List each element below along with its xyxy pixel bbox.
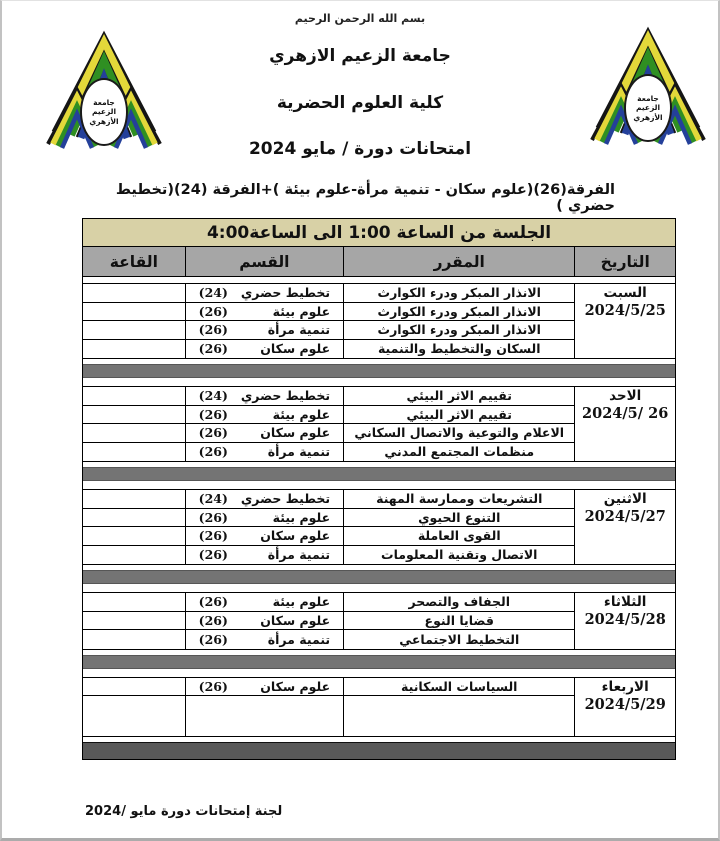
group-code: (24) [198, 285, 228, 301]
course-column [343, 678, 574, 737]
seal-line: الزعيم [635, 103, 661, 113]
exam-committee-footer: لجنة إمتحانات دورة مايو /2024 [85, 804, 283, 819]
bismillah-calligraphy: بسم الله الرحمن الرحيم [294, 12, 426, 25]
department-name: تخطيط حضري [240, 285, 331, 301]
exam-session-line: امتحانات دورة / مايو 2024 [248, 139, 472, 159]
table-bottom-bar [83, 742, 675, 760]
column-header-course: المقرر [343, 247, 574, 276]
hall-cell [83, 424, 185, 443]
course-column [343, 490, 574, 564]
hall-column [83, 593, 185, 649]
course-cell: تقييم الاثر البيئي [344, 406, 574, 425]
group-separator [83, 650, 675, 677]
college-name: كلية العلوم الحضرية [276, 93, 444, 113]
department-cell [186, 593, 343, 612]
group-code: (26) [198, 547, 228, 563]
date-cell [574, 490, 675, 564]
hall-cell [83, 593, 185, 612]
department-cell [186, 612, 343, 631]
course-column [343, 387, 574, 461]
department-column [185, 678, 343, 737]
group-code: (26) [198, 528, 228, 544]
department-cell [186, 443, 343, 462]
group-code: (26) [198, 631, 228, 647]
group-code: (26) [198, 303, 228, 319]
department-cell [186, 340, 343, 359]
course-cell: الانذار المبكر ودرء الكوارث [344, 321, 574, 340]
department-cell [186, 387, 343, 406]
day-date: 2024/5/ 26 [582, 405, 669, 422]
group-code: (26) [198, 406, 228, 422]
department-cell [186, 321, 343, 340]
hall-column [83, 678, 185, 737]
department-cell [186, 630, 343, 649]
department-name: علوم سكان [260, 612, 331, 628]
department-cell [186, 303, 343, 322]
column-header-hall: القاعة [109, 252, 158, 271]
university-name: جامعة الزعيم الازهري [269, 46, 451, 66]
course-cell: التنوع الحيوي [344, 509, 574, 528]
day-group [83, 283, 675, 359]
department-name: علوم سكان [260, 678, 331, 694]
hall-cell [83, 284, 185, 303]
group-separator [83, 462, 675, 489]
day-date: 2024/5/27 [584, 508, 666, 525]
hall-cell [83, 340, 185, 359]
department-cell [186, 424, 343, 443]
hall-cell [83, 509, 185, 528]
department-cell [186, 678, 343, 697]
seal-line: جامعة [93, 97, 115, 107]
group-code: (26) [198, 444, 228, 460]
course-cell: التشريعات وممارسة المهنة [344, 490, 574, 509]
logo-seal [80, 78, 128, 146]
session-title-row: الجلسة من الساعة 1:00 الى الساعة4:00 [83, 218, 675, 247]
hall-cell [83, 630, 185, 649]
department-name: تنمية مرأة [267, 631, 331, 647]
department-name: تنمية مرأة [267, 322, 331, 338]
course-column [343, 593, 574, 649]
department-cell [186, 406, 343, 425]
course-column [343, 284, 574, 358]
date-cell [574, 284, 675, 358]
department-name: علوم بيئة [272, 303, 331, 319]
day-date: 2024/5/29 [584, 695, 666, 713]
hall-cell-empty [83, 696, 185, 736]
department-name: تخطيط حضري [240, 491, 331, 507]
group-code: (26) [198, 594, 228, 610]
group-code: (26) [198, 425, 228, 441]
hall-cell [83, 490, 185, 509]
course-cell: الاعلام والتوعية والاتصال السكاني [344, 424, 574, 443]
department-column [185, 387, 343, 461]
group-code: (26) [198, 509, 228, 525]
department-name: علوم بيئة [272, 509, 331, 525]
hall-cell [83, 406, 185, 425]
date-cell [574, 387, 675, 461]
hall-cell [83, 387, 185, 406]
department-name: علوم بيئة [272, 594, 331, 610]
department-cell-empty [186, 696, 343, 736]
department-name: علوم سكان [260, 528, 331, 544]
group-separator [83, 565, 675, 592]
department-column [185, 593, 343, 649]
day-date: 2024/5/25 [584, 302, 666, 319]
course-cell: الانذار المبكر ودرء الكوارث [344, 303, 574, 322]
course-cell-empty [344, 696, 574, 736]
logo-seal [624, 74, 672, 142]
group-code: (24) [198, 388, 228, 404]
day-group [83, 592, 675, 650]
department-column [185, 490, 343, 564]
course-cell: الانذار المبكر ودرء الكوارث [344, 284, 574, 303]
course-cell: السكان والتخطيط والتنمية [377, 341, 541, 357]
group-code: (26) [198, 341, 228, 357]
hall-cell [83, 612, 185, 631]
separator-bar [83, 655, 675, 669]
hall-column [83, 284, 185, 358]
hall-cell [83, 443, 185, 462]
university-logo-right [588, 26, 708, 158]
hall-column [83, 387, 185, 461]
group-code: (26) [198, 322, 228, 338]
date-cell [574, 678, 675, 737]
seal-line: جامعة [637, 93, 659, 103]
department-cell [186, 527, 343, 546]
course-cell: تقييم الاثر البيئي [344, 387, 574, 406]
group-code: (26) [198, 612, 228, 628]
seal-line: الزعيم [91, 107, 117, 117]
day-group [83, 677, 675, 738]
hall-cell [83, 546, 185, 565]
day-groups [83, 283, 675, 737]
day-name: الثلاثاء [603, 594, 647, 610]
course-cell: قضايا النوع [344, 612, 574, 631]
course-cell: القوى العاملة [344, 527, 574, 546]
group-separator [83, 359, 675, 386]
hall-column [83, 490, 185, 564]
department-name: تنمية مرأة [267, 547, 331, 563]
department-cell [186, 490, 343, 509]
university-logo-left [44, 30, 164, 162]
day-name: الاثنين [603, 491, 647, 507]
day-date: 2024/5/28 [584, 611, 666, 628]
course-cell: التخطيط الاجتماعي [399, 631, 520, 647]
department-column [185, 284, 343, 358]
date-cell [574, 593, 675, 649]
separator-bar [83, 570, 675, 584]
department-name: علوم سكان [260, 341, 331, 357]
hall-cell [83, 303, 185, 322]
group-code: (24) [198, 491, 228, 507]
group-code: (26) [198, 678, 228, 694]
day-group [83, 489, 675, 565]
exam-schedule-table [82, 218, 676, 760]
department-cell [186, 546, 343, 565]
separator-bar [83, 364, 675, 378]
day-name: السبت [603, 285, 647, 301]
course-cell: الاتصال وتقنية المعلومات [381, 547, 538, 563]
department-name: علوم سكان [260, 425, 331, 441]
student-groups-line: الفرقة(26)(علوم سكان - تنمية مرأة-علوم بيئة )+الفرقة (24)(تخطيط حضري ) [115, 182, 615, 214]
department-name: علوم بيئة [272, 406, 331, 422]
seal-line: الأزهري [89, 116, 119, 126]
course-cell: الجفاف والتصحر [344, 593, 574, 612]
department-cell [186, 509, 343, 528]
course-cell: السياسات السكانية [344, 678, 574, 697]
hall-cell [83, 527, 185, 546]
hall-cell [83, 321, 185, 340]
column-header-date: التاريخ [574, 247, 675, 276]
department-name: تخطيط حضري [240, 388, 331, 404]
column-header-department: القسم [185, 247, 343, 276]
department-name: تنمية مرأة [267, 444, 331, 460]
department-cell [186, 284, 343, 303]
day-group [83, 386, 675, 462]
seal-line: الأزهري [633, 112, 663, 122]
hall-cell [83, 678, 185, 697]
separator-bar [83, 467, 675, 481]
day-name: الاحد [609, 388, 642, 404]
table-header-row [83, 247, 675, 277]
course-cell: منظمات المجتمع المدني [384, 444, 535, 460]
day-name: الاربعاء [601, 678, 649, 695]
